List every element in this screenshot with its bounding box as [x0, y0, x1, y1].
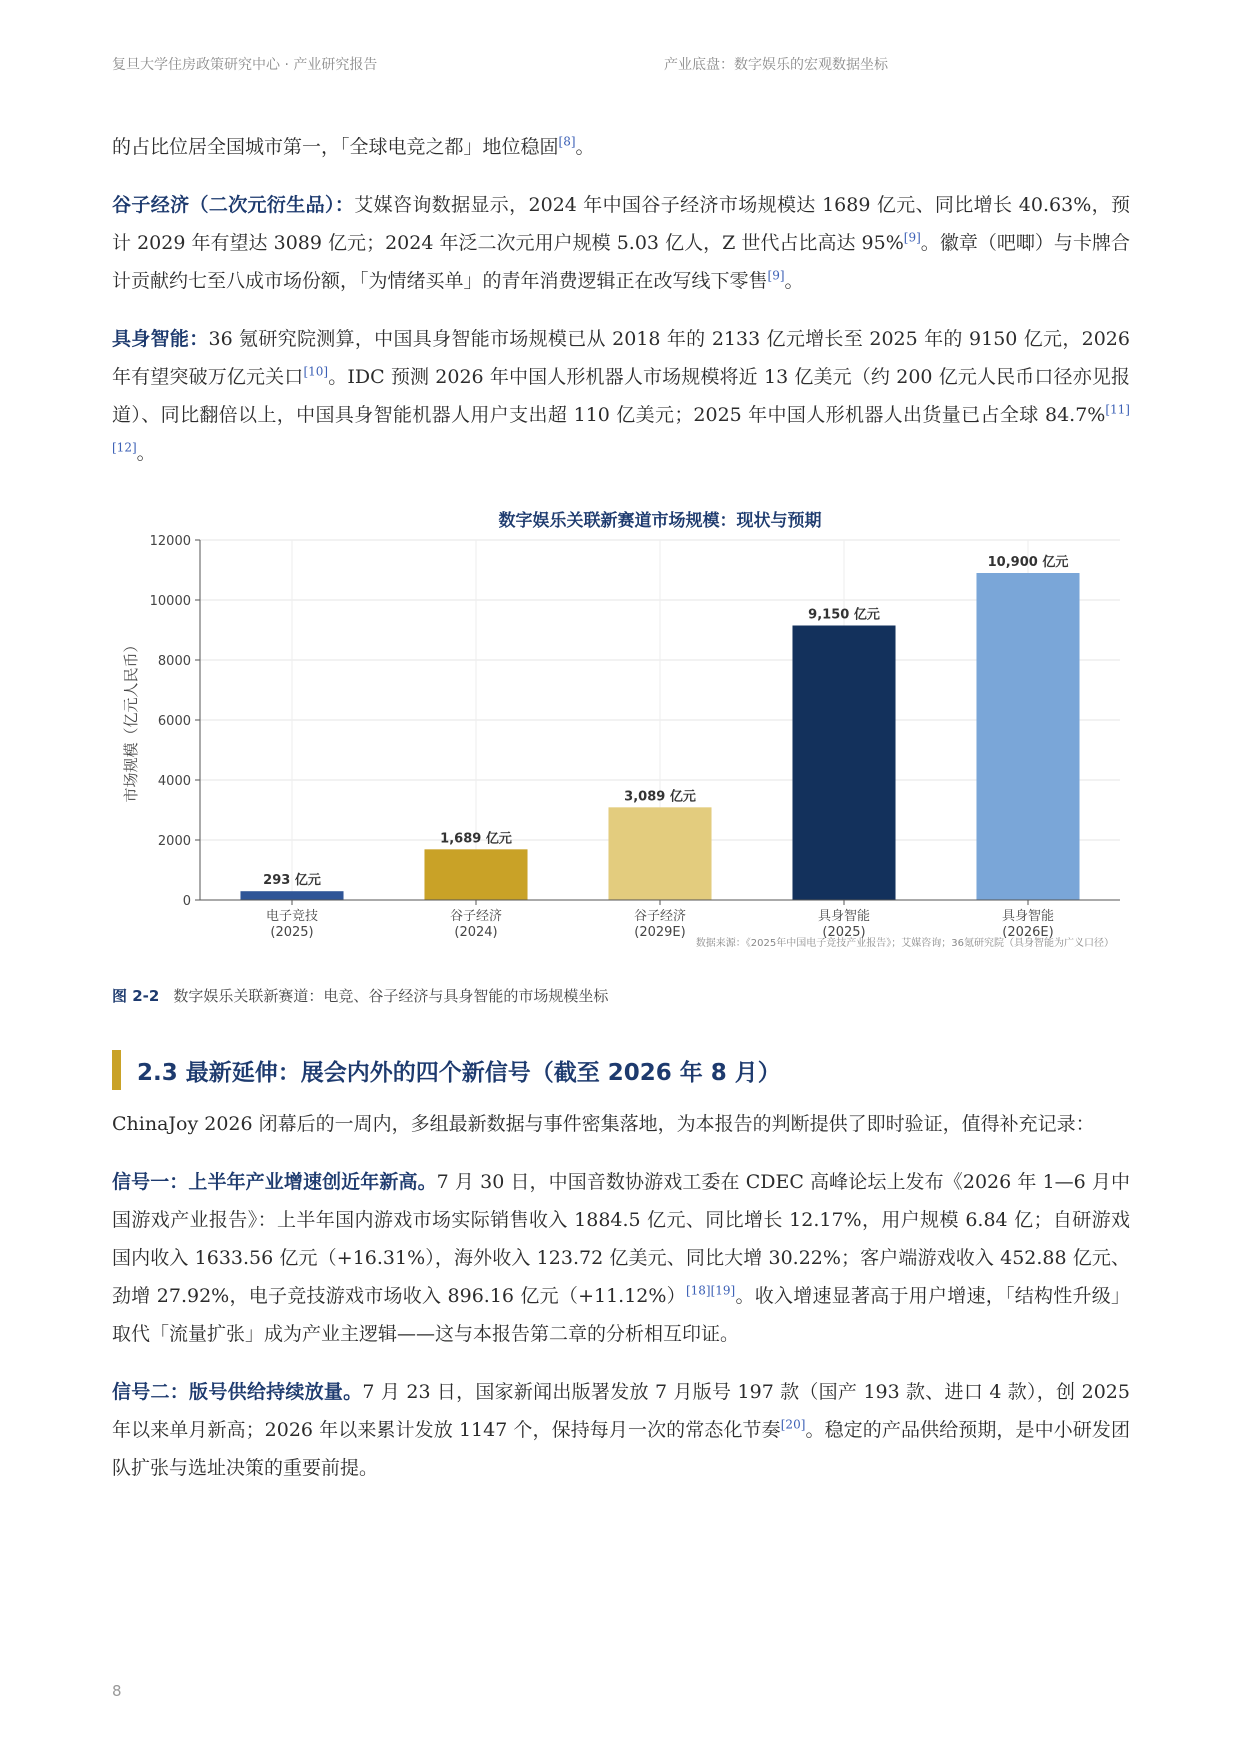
body-text-top	[112, 128, 1130, 492]
paragraph	[112, 1373, 1130, 1487]
paragraph-text: 。	[784, 270, 804, 292]
paragraph	[112, 1163, 1130, 1353]
bar	[424, 849, 527, 900]
figure-caption-text: 数字娱乐关联新赛道：电竞、谷子经济与具身智能的市场规模坐标	[173, 987, 609, 1005]
bar	[240, 891, 343, 900]
paragraph-keyword: 谷子经济（二次元衍生品）：	[112, 194, 355, 216]
paragraph	[112, 128, 1130, 166]
citation-link[interactable]: [18][19]	[685, 1283, 736, 1298]
paragraph-text: 36 氪研究院测算，中国具身智能市场规模已从 2018 年的 2133 亿元增长至 2025 年的 9150 亿元，2026 年有望突破万亿元关口	[112, 328, 1130, 388]
chart-svg	[112, 500, 1130, 970]
paragraph-text: 艾媒咨询数据显示，2024 年中国谷子经济市场规模达 1689 亿元、同比增长 40.63%，预计 2029 年有望达 3089 亿元；2024 年泛二次元用户规模 5.03 亿人，Z 世代占比高达 95%	[112, 194, 1130, 254]
paragraph-text: 。IDC 预测 2026 年中国人形机器人市场规模将近 13 亿美元（约 200 亿元人民币口径亦见报道）、同比翻倍以上，中国具身智能机器人用户支出超 110 亿美元；2025 年中国人形机器人出货量已占全球 84.7%	[112, 366, 1130, 426]
market-size-chart	[112, 500, 1130, 970]
citation-link[interactable]: [10]	[303, 364, 329, 379]
x-tick-label: 电子竞技	[265, 909, 319, 924]
paragraph-text: 。收入增速显著高于用户增速，「结构性升级」取代「流量扩张」成为产业主逻辑——这与本报告第二章的分析相互印证。	[112, 1285, 1130, 1345]
paragraph-keyword: 信号二：版号供给持续放量。	[112, 1381, 363, 1403]
chart-title: 数字娱乐关联新赛道市场规模：现状与预期	[498, 511, 822, 531]
body-text-bottom	[112, 1105, 1130, 1507]
paragraph-text: 。稳定的产品供给预期，是中小研发团队扩张与选址决策的重要前提。	[112, 1419, 1130, 1479]
x-tick-label: 具身智能	[817, 909, 871, 924]
bar-data-label: 293 亿元	[263, 873, 321, 889]
y-tick-label: 0	[182, 894, 191, 909]
citation-link[interactable]: [8]	[558, 134, 576, 149]
paragraph-text: 。徽章（吧唧）与卡牌合计贡献约七至八成市场份额，「为情绪买单」的青年消费逻辑正在改写线下零售	[112, 232, 1130, 292]
section-accent-bar	[112, 1050, 121, 1090]
y-tick-label: 12000	[149, 534, 191, 549]
x-tick-label: (2026E)	[1002, 925, 1054, 940]
bar-data-label: 10,900 亿元	[987, 555, 1069, 570]
y-tick-label: 10000	[149, 594, 191, 609]
y-tick-label: 6000	[157, 714, 191, 729]
figure-caption	[112, 985, 608, 1006]
citation-link[interactable]: [9]	[903, 230, 921, 245]
y-tick-label: 4000	[157, 774, 191, 789]
bar-data-label: 3,089 亿元	[624, 789, 696, 805]
paragraph-text: 7 月 23 日，国家新闻出版署发放 7 月版号 197 款（国产 193 款、进口 4 款），创 2025 年以来单月新高；2026 年以来累计发放 1147 个，保持每月一次的常态化节奏	[112, 1381, 1130, 1441]
paragraph-text: ChinaJoy 2026 闭幕后的一周内，多组最新数据与事件密集落地，为本报告的判断提供了即时验证，值得补充记录：	[112, 1113, 1095, 1135]
citation-link[interactable]: [9]	[767, 268, 785, 283]
running-header-left: 复旦大学住房政策研究中心 · 产业研究报告	[112, 57, 378, 73]
paragraph-text: 7 月 30 日，中国音数协游戏工委在 CDEC 高峰论坛上发布《2026 年 1—6 月中国游戏产业报告》：上半年国内游戏市场实际销售收入 1884.5 亿元、同比增长 12.17%，用户规模 6.84 亿；自研游戏国内收入 1633.56 亿元（+16.31%），海外收入 123.72 亿美元、同比大增 30.22%；客户端游戏收入 452.88 亿元、劲增 27.92%，电子竞技游戏市场收入 896.16 亿元（+11.12%）	[112, 1171, 1130, 1307]
y-tick-label: 8000	[157, 654, 191, 669]
bar	[792, 626, 895, 901]
section-title: 2.3 最新延伸：展会内外的四个新信号（截至 2026 年 8 月）	[137, 1059, 781, 1086]
x-tick-label: (2025)	[822, 925, 866, 940]
paragraph-text: 的占比位居全国城市第一，「全球电竞之都」地位稳固	[112, 136, 559, 158]
bar	[608, 807, 711, 900]
x-tick-label: 具身智能	[1001, 909, 1055, 924]
y-axis-label: 市场规模（亿元人民币）	[122, 637, 140, 803]
citation-link[interactable]: [11][12]	[112, 402, 1130, 455]
running-header-right: 产业底盘：数字娱乐的宏观数据坐标	[664, 57, 888, 73]
paragraph	[112, 320, 1130, 472]
y-tick-label: 2000	[157, 834, 191, 849]
bar-data-label: 9,150 亿元	[808, 607, 880, 623]
chart-source-note: 数据来源：《2025年中国电子竞技产业报告》；艾媒咨询；36氪研究院（具身智能为广义口径）	[695, 938, 1114, 949]
x-tick-label: (2025)	[270, 925, 314, 940]
bar	[976, 573, 1079, 900]
x-tick-label: 谷子经济	[633, 909, 687, 924]
paragraph-text: 。	[136, 442, 156, 464]
citation-link[interactable]: [20]	[780, 1417, 806, 1432]
figure-label: 图 2-2	[112, 987, 160, 1005]
section-heading	[112, 1052, 781, 1088]
paragraph	[112, 1105, 1130, 1143]
paragraph	[112, 186, 1130, 300]
x-tick-label: 谷子经济	[449, 909, 503, 924]
bar-data-label: 1,689 亿元	[440, 831, 512, 847]
x-tick-label: (2029E)	[634, 925, 686, 940]
page-number: 8	[112, 1682, 122, 1700]
paragraph-keyword: 具身智能：	[112, 328, 209, 350]
paragraph-text: 。	[575, 136, 595, 158]
paragraph-keyword: 信号一：上半年产业增速创近年新高。	[112, 1171, 437, 1193]
x-tick-label: (2024)	[454, 925, 498, 940]
